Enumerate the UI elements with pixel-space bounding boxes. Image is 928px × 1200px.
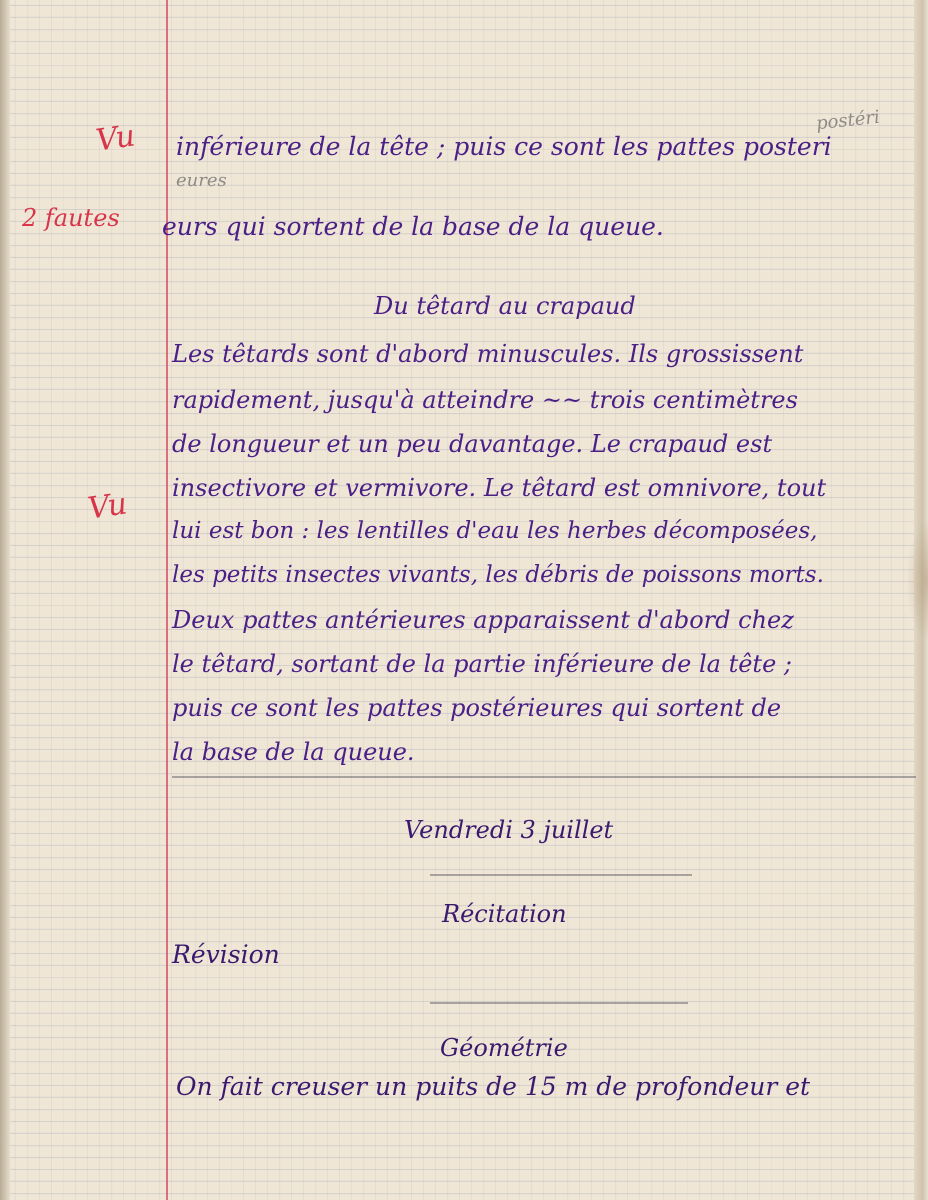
- geometry-problem-line: On fait creuser un puits de 15 m de profondeur et: [176, 1072, 811, 1101]
- geometry-title: Géométrie: [440, 1034, 568, 1062]
- lesson-date: Vendredi 3 juillet: [404, 816, 614, 844]
- dictation-line: la base de la queue.: [172, 738, 415, 766]
- recitation-title: Récitation: [442, 900, 567, 928]
- dictation-line: le têtard, sortant de la partie inférieure de la tête ;: [172, 650, 792, 678]
- recitation-text: Révision: [172, 940, 280, 969]
- dictation-line: les petits insectes vivants, les débris de poissons morts.: [172, 562, 824, 588]
- dictation-line: insectivore et vermivore. Le têtard est omnivore, tout: [172, 474, 827, 502]
- recitation-divider: [430, 1002, 688, 1004]
- first-text-line-1: inférieure de la tête ; puis ce sont les pattes posteri: [176, 132, 832, 161]
- teacher-mark-vu-top: Vu: [93, 118, 138, 159]
- dictation-line: de longueur et un peu davantage. Le crapaud est: [172, 430, 773, 458]
- first-text-line-2: eurs qui sortent de la base de la queue.: [162, 212, 664, 241]
- pencil-correction-posteri: postéri: [815, 106, 881, 135]
- date-underline: [430, 874, 692, 876]
- teacher-mark-vu-middle: Vu: [85, 486, 130, 527]
- dictation-line: puis ce sont les pattes postérieures qui sortent de: [172, 694, 782, 722]
- dictation-line: rapidement, jusqu'à atteindre ~~ trois centimètres: [172, 386, 798, 414]
- dictation-line: Deux pattes antérieures apparaissent d'abord chez: [172, 606, 794, 634]
- notebook-binding: [0, 0, 10, 1200]
- page-stain: [906, 520, 928, 640]
- red-margin-line: [166, 0, 168, 1200]
- dictation-line: Les têtards sont d'abord minuscules. Ils grossissent: [172, 340, 804, 368]
- dictation-line: lui est bon : les lentilles d'eau les herbes décomposées,: [172, 518, 818, 544]
- section-divider: [172, 776, 916, 778]
- pencil-correction-eures: eures: [176, 170, 227, 191]
- dictation-title: Du têtard au crapaud: [374, 292, 636, 320]
- teacher-faults-note: 2 fautes: [22, 204, 120, 232]
